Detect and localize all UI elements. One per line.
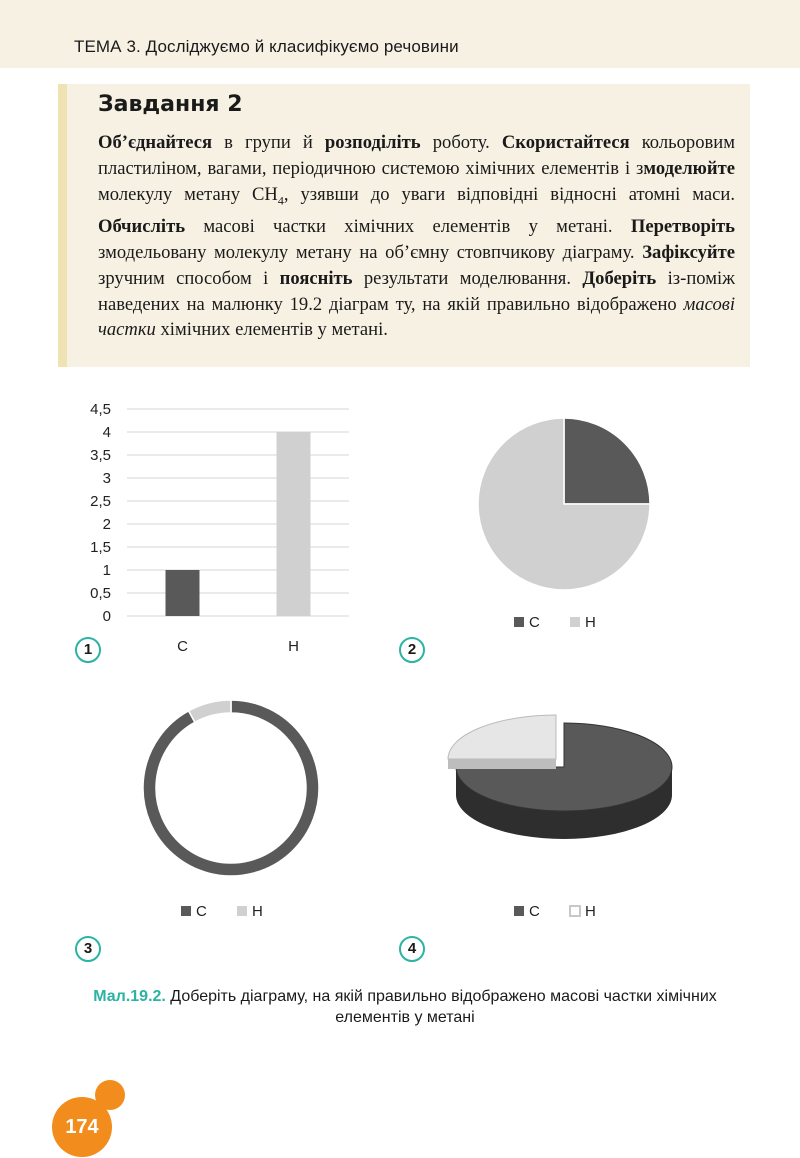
task-text-run: Доберіть — [582, 267, 657, 289]
y-tick-label: 0,5 — [90, 585, 111, 602]
task-text-run: поясніть — [279, 267, 353, 289]
task-text-run: хімічних елементів у метані. — [155, 319, 388, 341]
legend-label: H — [585, 903, 596, 920]
task-text-run: Об’єднайтеся — [98, 132, 213, 153]
task-text-run: Зафіксуйте — [642, 241, 735, 263]
chart-3-number: 3 — [75, 936, 101, 962]
task-text-run: із-поміж наведених на малюнку 19.2 діаграм ту, на якій правильно відображено — [98, 267, 735, 315]
task-text-run: молекулу метану CH — [98, 183, 278, 205]
legend-label: H — [252, 903, 263, 920]
figure-caption-label: Мал.19.2. — [93, 988, 166, 1005]
bar — [166, 570, 200, 616]
chart-4-number: 4 — [399, 936, 425, 962]
task-text-run: Обчисліть — [98, 216, 186, 238]
legend-label: C — [529, 614, 540, 631]
y-tick-label: 3,5 — [90, 447, 111, 464]
legend-swatch — [570, 906, 580, 916]
task-text-run: Скористайтеся — [501, 132, 630, 153]
legend-label: C — [196, 903, 207, 920]
task-text-run: в групи й — [212, 132, 325, 153]
bar — [277, 432, 311, 616]
legend-swatch — [570, 617, 580, 627]
section-title: ТЕМА 3. Досліджуємо й класифікуємо речовини — [74, 37, 459, 56]
task-text-run: результати моделювання. — [352, 267, 583, 289]
x-tick-label: C — [177, 638, 188, 655]
task-text-run: , узявши до уваги відповідні відносні атомні маси. — [283, 183, 735, 205]
legend-swatch — [181, 906, 191, 916]
y-tick-label: 2 — [102, 516, 111, 533]
task-text-run: масові частки — [98, 293, 735, 341]
chart-3-donut — [143, 700, 319, 920]
y-tick-label: 4,5 — [90, 401, 111, 418]
y-tick-label: 1,5 — [90, 539, 111, 556]
task-text-run: 4 — [277, 193, 284, 208]
page-number: 174 — [52, 1097, 112, 1157]
task-text-run: Перетворіть — [630, 216, 735, 238]
task-title: Завдання 2 — [98, 92, 243, 117]
legend-swatch — [237, 906, 247, 916]
legend-swatch — [514, 906, 524, 916]
task-text-run: змодельовану молекулу метану на об’ємну стовпчикову діаграму. — [98, 241, 643, 263]
y-tick-label: 1 — [102, 562, 111, 579]
y-tick-label: 3 — [102, 470, 111, 487]
pie-3d-slice-side — [448, 759, 556, 769]
task-text-run: роботу. — [420, 132, 502, 153]
task-text-run: масові частки хімічних елементів у метані. — [185, 216, 631, 238]
y-tick-label: 2,5 — [90, 493, 111, 510]
pie-slice — [564, 418, 650, 504]
legend-label: C — [529, 903, 540, 920]
chart-4-3d-pie — [448, 715, 672, 920]
figure-caption — [80, 986, 730, 1028]
donut-slice — [143, 700, 319, 876]
chart-2-pie — [478, 418, 650, 631]
pie-3d-slice — [448, 715, 556, 759]
task-text-run: кольоровим пластиліном, вагами, періодичною системою хімічних елементів і з — [98, 132, 736, 179]
task-text-run: розподіліть — [324, 132, 421, 153]
task-text-run: зручним способом і — [98, 267, 280, 289]
y-tick-label: 0 — [102, 608, 111, 625]
x-tick-label: H — [288, 638, 299, 655]
legend-label: H — [585, 614, 596, 631]
chart-1-number: 1 — [75, 637, 101, 663]
y-tick-label: 4 — [102, 424, 111, 441]
figure-caption-text: Доберіть діаграму, на якій правильно відображено масові частки хімічних елементів у метані — [165, 988, 717, 1026]
legend-swatch — [514, 617, 524, 627]
task-text-run: моделюйте — [643, 157, 735, 179]
chart-2-number: 2 — [399, 637, 425, 663]
donut-slice — [189, 700, 231, 722]
chart-1-bar — [90, 401, 349, 655]
